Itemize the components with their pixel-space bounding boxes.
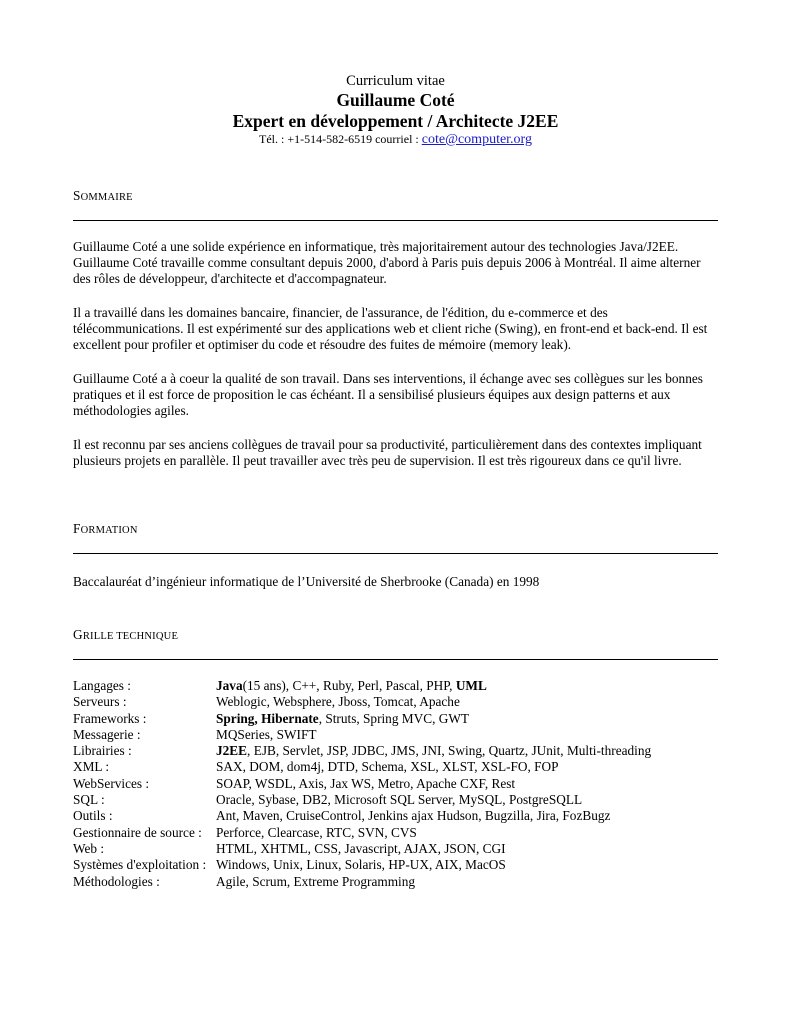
tech-value-emphasis: UML [455,678,487,693]
tech-row [73,825,651,841]
tech-label: XML : [73,759,110,775]
summary-paragraph-4: Il est reconnu par ses anciens collègues de travail pour sa productivité, particulièrement dans des contextes impliquant plusieurs projets en parallèle. Il peut travailler avec très peu de supervision. Il est très rigoureux dans ce qu'il livre. [73,437,702,469]
tech-row [73,678,651,694]
tech-value [216,759,651,775]
tech-value-text: SAX, DOM, dom4j, DTD, Schema, XSL, XLST, XSL-FO, FOP [216,759,559,775]
tech-label: Serveurs : [73,694,127,710]
tech-value-emphasis: J2EE [216,743,248,759]
contact-line [73,132,718,147]
tech-value-text: Windows, Unix, Linux, Solaris, HP-UX, AIX, MacOS [216,857,506,873]
section-divider [73,553,718,554]
tech-row [73,759,651,775]
tech-value-text: , Struts, Spring MVC, GWT [318,710,470,726]
tech-label: Outils : [73,808,113,824]
email-link[interactable]: cote@computer.org [421,132,532,147]
cv-header [73,73,718,147]
tech-value-text: Oracle, Sybase, DB2, Microsoft SQL Server, MySQL, PostgreSQLL [216,792,583,808]
phone-text: Tél. : +1-514-582-6519 courriel : [259,132,422,146]
tech-value-text: Weblogic, Websphere, Jboss, Tomcat, Apache [216,694,460,710]
document-subtitle: Curriculum vitae [346,73,445,89]
summary-section-header [73,188,718,221]
tech-value-text: Agile, Scrum, Extreme Programming [216,873,416,889]
tech-value [216,825,651,841]
tech-value [216,808,651,824]
tech-value-text: Ant, Maven, CruiseControl, Jenkins ajax Hudson, Bugzilla, Jira, FozBugz [216,808,611,824]
tech-value [216,727,651,743]
tech-value-emphasis: Spring, Hibernate [216,710,319,726]
tech-label: SQL : [73,792,105,808]
tech-value [216,857,651,873]
tech-label: Méthodologies : [73,873,160,889]
tech-row [73,743,651,759]
tech-label: Messagerie : [73,726,141,742]
tech-row [73,841,651,857]
tech-value [216,841,651,857]
tech-label: Librairies : [73,743,132,759]
section-divider [73,220,718,221]
tech-row [73,694,651,710]
summary-paragraph-2: Il a travaillé dans les domaines bancaire, financier, de l'assurance, de l'édition, du e-commerce et des télécommunications. Il est expérimenté sur des applications web et client riche (Swing), en front-end et back-end. Il est excellent pour profiler et optimiser du code et résoudre des fuites de mémoire (memory leak). [73,305,708,353]
tech-label: Gestionnaire de source : [73,824,202,840]
tech-value-text: (15 ans), C++, Ruby, Perl, Pascal, PHP, [242,678,456,693]
tech-value-text: MQSeries, SWIFT [216,726,317,742]
tech-label: Web : [73,840,105,856]
section-title-tech: GRILLE TECHNIQUE [73,627,179,642]
tech-value [216,776,651,792]
tech-value [216,792,651,808]
education-section-header [73,521,718,554]
tech-label: Frameworks : [73,710,147,726]
tech-label: WebServices : [73,775,150,791]
tech-value-text: SOAP, WSDL, Axis, Jax WS, Metro, Apache CXF, Rest [216,775,516,791]
summary-paragraph-1: Guillaume Coté a une solide expérience en informatique, très majoritairement autour des technologies Java/J2EE. Guillaume Coté travaille comme consultant depuis 2000, d'abord à Paris puis depuis 2006 à Montréal. Il aime alterner des rôles de développeur, d'architecte et d'accompagnateur. [73,239,701,287]
tech-grid-table [73,678,651,890]
tech-value-text: HTML, XHTML, CSS, Javascript, AJAX, JSON, CGI [216,840,506,856]
tech-row [73,874,651,890]
tech-section-header [73,627,718,660]
tech-row [73,808,651,824]
tech-row [73,711,651,727]
tech-value [216,743,651,759]
tech-value [216,711,651,727]
tech-row [73,857,651,873]
tech-row [73,727,651,743]
tech-value [216,678,651,694]
summary-paragraph-3: Guillaume Coté a à coeur la qualité de son travail. Dans ses interventions, il échange avec ses collègues sur les bonnes pratiques et il est force de proposition le cas échéant. Il a sensibilisé plusieurs équipes aux design patterns et aux méthodologies agiles. [73,371,703,419]
section-title-education: FORMATION [73,521,138,536]
tech-value [216,874,651,890]
section-divider [73,659,718,660]
candidate-name: Guillaume Coté [336,90,455,110]
section-title-summary: SOMMAIRE [73,188,133,203]
tech-row [73,792,651,808]
education-text: Baccalauréat d’ingénieur informatique de l’Université de Sherbrooke (Canada) en 1998 [73,574,540,589]
tech-value [216,694,651,710]
candidate-role: Expert en développement / Architecte J2EE [232,111,559,131]
tech-value-emphasis: Java [216,678,243,693]
tech-value-text: , EJB, Servlet, JSP, JDBC, JMS, JNI, Swing, Quartz, JUnit, Multi-threading [247,743,652,759]
tech-label: Langages : [73,678,131,693]
tech-row [73,776,651,792]
tech-value-text: Perforce, Clearcase, RTC, SVN, CVS [216,824,417,840]
tech-label: Systèmes d'exploitation : [73,857,207,873]
